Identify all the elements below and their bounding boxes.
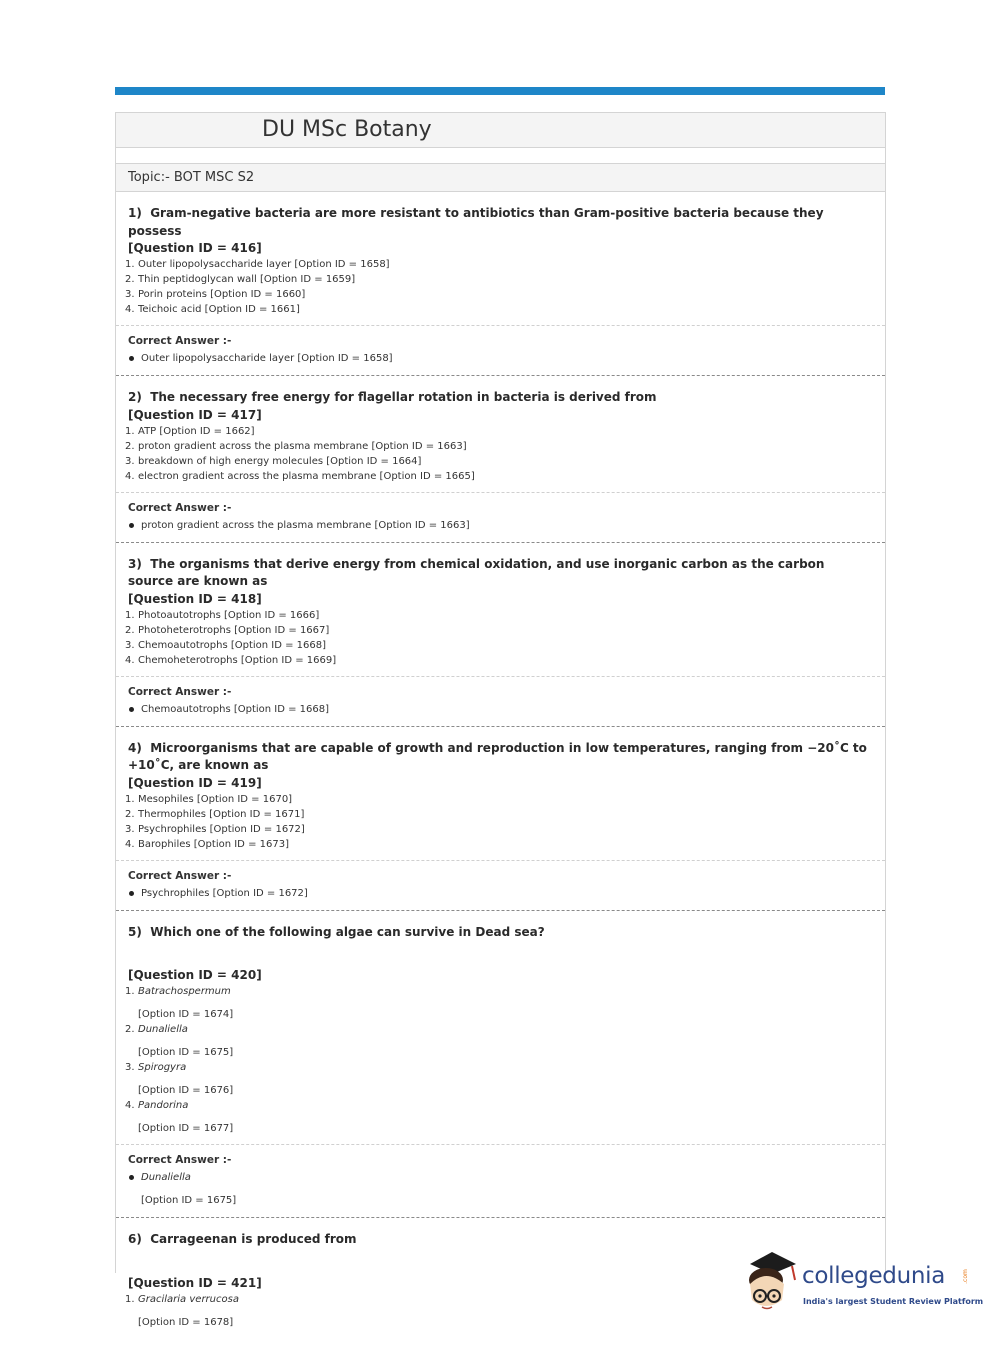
question-stem: Microorganisms that are capable of growth and reproduction in low temperatures, ranging from −20˚C to +10˚C, are known as (128, 740, 867, 772)
option-item (125, 638, 873, 653)
option-text: electron gradient across the plasma membrane [Option ID = 1665] (138, 470, 475, 482)
answer-text: Outer lipopolysaccharide layer [Option ID = 1658] (141, 353, 393, 364)
question-number: 4) (128, 740, 142, 755)
answer-text: Chemoautotrophs [Option ID = 1668] (141, 703, 330, 715)
option-number: 3. (125, 639, 135, 651)
mascot-icon (742, 1250, 804, 1320)
option-list (125, 608, 873, 668)
question-text (128, 740, 873, 775)
option-item (125, 792, 873, 807)
option-number: 3. (125, 455, 135, 467)
answer-section (116, 861, 885, 910)
option-id: [Option ID = 1677] (138, 1123, 234, 1134)
option-id: [Option ID = 1674] (138, 1009, 234, 1020)
question-number: 6) (128, 1232, 142, 1246)
option-text: Chemoheterotrophs [Option ID = 1669] (138, 654, 337, 666)
question-text (128, 924, 873, 942)
page-title: DU MSc Botany (262, 117, 432, 142)
option-text: Photoautotrophs [Option ID = 1666] (138, 609, 320, 621)
answer-text: proton gradient across the plasma membrane [Option ID = 1663] (141, 519, 470, 531)
option-number: 4. (125, 654, 135, 666)
option-item (125, 1098, 873, 1136)
option-text: Thin peptidoglycan wall [Option ID = 1659] (138, 274, 356, 285)
option-item (125, 984, 873, 1022)
option-text: Thermophiles [Option ID = 1671] (138, 808, 305, 820)
option-number: 4. (125, 1100, 135, 1111)
bullet-icon (129, 1175, 134, 1180)
correct-answer-label: Correct Answer :- (128, 685, 232, 698)
option-text: ATP [Option ID = 1662] (138, 425, 255, 437)
question-number: 3) (128, 556, 142, 571)
option-text: Barophiles [Option ID = 1673] (138, 838, 289, 850)
option-item (125, 257, 873, 272)
option-number: 1. (125, 986, 135, 997)
correct-answer (128, 1170, 873, 1208)
title-bar (116, 113, 885, 148)
question-stem: Carrageenan is produced from (150, 1232, 357, 1246)
question-stem: Gram-negative bacteria are more resistant to antibiotics than Gram-positive bacteria because they possess (128, 206, 824, 238)
answer-section (116, 493, 885, 542)
answer-text: Dunaliella (141, 1172, 191, 1183)
option-text: breakdown of high energy molecules [Option ID = 1664] (138, 455, 422, 467)
correct-answer (128, 518, 873, 533)
option-list (125, 792, 873, 852)
option-number: 1. (125, 259, 135, 270)
option-number: 1. (125, 1293, 135, 1305)
question-text (128, 1231, 873, 1249)
question-body (116, 911, 885, 1146)
question-body (116, 727, 885, 861)
option-text: proton gradient across the plasma membrane [Option ID = 1663] (138, 440, 467, 452)
option-item (125, 469, 873, 484)
option-item (125, 837, 873, 852)
option-number: 2. (125, 808, 135, 820)
correct-answer-label: Correct Answer :- (128, 1154, 232, 1166)
answer-id: [Option ID = 1675] (141, 1195, 237, 1206)
option-id: [Option ID = 1675] (138, 1047, 234, 1058)
option-list (125, 424, 873, 484)
brand-suffix: .com (961, 1269, 969, 1284)
option-item (125, 822, 873, 837)
correct-answer-label: Correct Answer :- (128, 501, 232, 514)
option-item (125, 608, 873, 623)
option-number: 2. (125, 624, 135, 636)
question-stem: Which one of the following algae can survive in Dead sea? (150, 924, 545, 939)
option-item (125, 807, 873, 822)
option-number: 3. (125, 289, 135, 300)
option-number: 1. (125, 425, 135, 437)
option-number: 1. (125, 609, 135, 621)
question-number: 1) (128, 206, 142, 220)
option-item (125, 1022, 873, 1060)
option-number: 4. (125, 470, 135, 482)
option-text: Photoheterotrophs [Option ID = 1667] (138, 624, 330, 636)
answer-section (116, 677, 885, 726)
bullet-icon (129, 356, 134, 361)
option-item (125, 1060, 873, 1098)
question-block (116, 543, 885, 727)
question-id: [Question ID = 421] (128, 1275, 262, 1290)
separator-bar (116, 148, 885, 164)
correct-answer (128, 351, 873, 366)
question-id: [Question ID = 417] (128, 407, 262, 422)
option-text: Dunaliella (138, 1024, 188, 1035)
bullet-icon (129, 891, 134, 896)
question-text (128, 556, 873, 591)
question-id: [Question ID = 420] (128, 968, 262, 982)
option-text: Psychrophiles [Option ID = 1672] (138, 823, 305, 835)
option-item (125, 623, 873, 638)
question-body (116, 192, 885, 326)
option-item (125, 272, 873, 287)
option-number: 4. (125, 304, 135, 315)
question-number: 5) (128, 924, 142, 939)
option-item (125, 424, 873, 439)
question-body (116, 376, 885, 493)
question-id: [Question ID = 416] (128, 241, 262, 255)
answer-section (116, 326, 885, 375)
question-block (116, 911, 885, 1219)
option-item (125, 302, 873, 317)
option-text: Batrachospermum (138, 986, 231, 997)
option-item (125, 653, 873, 668)
question-stem: The organisms that derive energy from chemical oxidation, and use inorganic carbon as the carbon source are known as (128, 556, 825, 588)
top-accent-bar (115, 87, 885, 95)
option-text: Spirogyra (138, 1062, 187, 1073)
option-list (125, 257, 873, 317)
option-id: [Option ID = 1678] (138, 1316, 234, 1328)
option-id: [Option ID = 1676] (138, 1085, 234, 1096)
topic-label: Topic:- BOT MSC S2 (116, 164, 885, 192)
option-text: Pandorina (138, 1100, 189, 1111)
correct-answer-label: Correct Answer :- (128, 869, 232, 882)
question-block (116, 192, 885, 376)
option-number: 3. (125, 1062, 135, 1073)
answer-section (116, 1145, 885, 1217)
question-block (116, 376, 885, 543)
option-text: Teichoic acid [Option ID = 1661] (138, 304, 300, 315)
spacer (128, 941, 873, 967)
question-text (128, 389, 873, 407)
question-id: [Question ID = 419] (128, 775, 262, 790)
option-item (125, 287, 873, 302)
option-item (125, 439, 873, 454)
option-number: 2. (125, 1024, 135, 1035)
option-list (125, 984, 873, 1136)
option-text: Mesophiles [Option ID = 1670] (138, 793, 293, 805)
option-text: Gracilaria verrucosa (138, 1293, 239, 1305)
collegedunia-logo (742, 1250, 984, 1320)
option-number: 2. (125, 440, 135, 452)
option-number: 1. (125, 793, 135, 805)
option-number: 4. (125, 838, 135, 850)
option-number: 2. (125, 274, 135, 285)
question-stem: The necessary free energy for flagellar rotation in bacteria is derived from (150, 390, 657, 404)
option-text: Outer lipopolysaccharide layer [Option ID = 1658] (138, 259, 390, 270)
correct-answer (128, 702, 873, 717)
question-text (128, 205, 873, 240)
brand-name: collegedunia (802, 1263, 946, 1289)
brand-tagline: India's largest Student Review Platform (803, 1297, 984, 1306)
question-block (116, 727, 885, 911)
bullet-icon (129, 523, 134, 528)
question-body (116, 543, 885, 677)
bullet-icon (129, 707, 134, 712)
correct-answer (128, 886, 873, 901)
question-id: [Question ID = 418] (128, 591, 262, 606)
option-text: Chemoautotrophs [Option ID = 1668] (138, 639, 327, 651)
option-item (125, 454, 873, 469)
correct-answer-label: Correct Answer :- (128, 335, 232, 347)
question-number: 2) (128, 390, 142, 404)
answer-text: Psychrophiles [Option ID = 1672] (141, 887, 308, 899)
option-number: 3. (125, 823, 135, 835)
option-text: Porin proteins [Option ID = 1660] (138, 289, 306, 300)
